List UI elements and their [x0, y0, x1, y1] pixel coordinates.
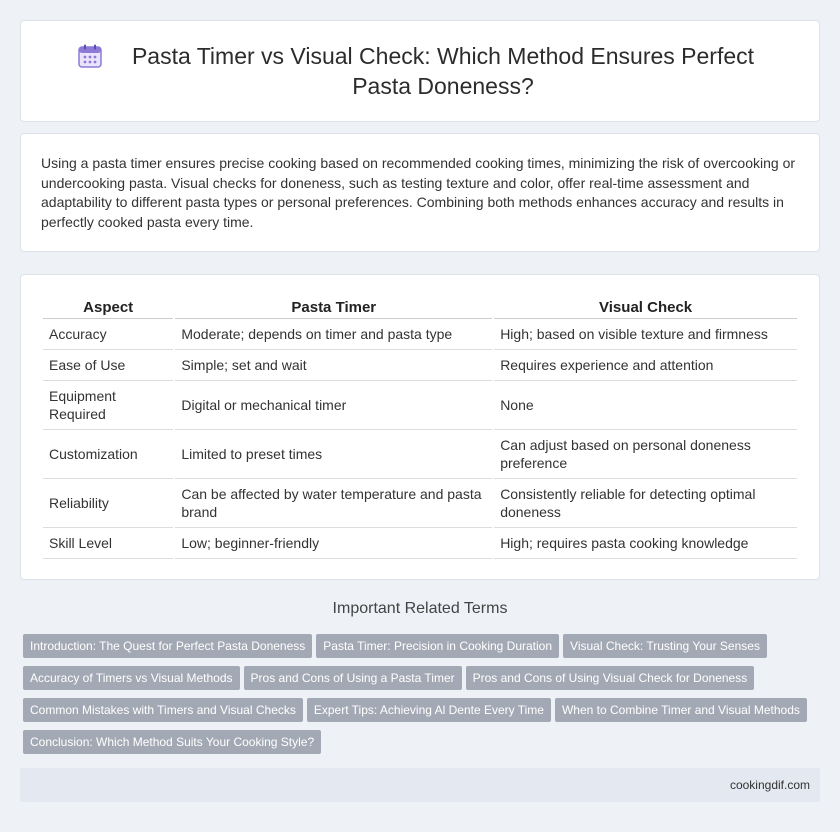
- footer: [20, 768, 820, 802]
- comparison-table: [41, 295, 799, 559]
- visual-check-cell: Requires experience and attention: [494, 350, 797, 381]
- aspect-cell: Accuracy: [43, 319, 173, 350]
- related-term-tag[interactable]: Pros and Cons of Using Visual Check for Doneness: [466, 666, 755, 690]
- aspect-cell: Reliability: [43, 479, 173, 528]
- related-term-tag[interactable]: Common Mistakes with Timers and Visual Checks: [23, 698, 303, 722]
- table-row: [43, 479, 797, 528]
- table-row: [43, 381, 797, 430]
- calendar-icon: [77, 43, 103, 69]
- related-term-tag[interactable]: Pasta Timer: Precision in Cooking Duration: [316, 634, 559, 658]
- header-aspect: Aspect: [43, 295, 173, 319]
- pasta-timer-cell: Can be affected by water temperature and pasta brand: [175, 479, 492, 528]
- intro-paragraph: Using a pasta timer ensures precise cooking based on recommended cooking times, minimizing the risk of overcooking or undercooking pasta. Visual checks for doneness, such as testing texture and color, offer real-time assessment and adaptability to different pasta types or personal preferences. Combining both methods enhances accuracy and results in perfectly cooked pasta every time.: [41, 155, 796, 230]
- related-terms-heading: Important Related Terms: [332, 600, 508, 617]
- table-row: [43, 319, 797, 350]
- related-terms-list: [23, 634, 823, 762]
- visual-check-cell: Can adjust based on personal doneness preference: [494, 430, 797, 479]
- header-pasta-timer: Pasta Timer: [175, 295, 492, 319]
- pasta-timer-cell: Low; beginner-friendly: [175, 528, 492, 559]
- table-row: [43, 430, 797, 479]
- visual-check-cell: High; requires pasta cooking knowledge: [494, 528, 797, 559]
- aspect-cell: Customization: [43, 430, 173, 479]
- table-row: [43, 528, 797, 559]
- visual-check-cell: Consistently reliable for detecting optimal doneness: [494, 479, 797, 528]
- visual-check-cell: None: [494, 381, 797, 430]
- related-term-tag[interactable]: Accuracy of Timers vs Visual Methods: [23, 666, 240, 690]
- visual-check-cell: High; based on visible texture and firmness: [494, 319, 797, 350]
- aspect-cell: Ease of Use: [43, 350, 173, 381]
- related-term-tag[interactable]: When to Combine Timer and Visual Methods: [555, 698, 807, 722]
- pasta-timer-cell: Moderate; depends on timer and pasta type: [175, 319, 492, 350]
- related-term-tag[interactable]: Expert Tips: Achieving Al Dente Every Time: [307, 698, 551, 722]
- related-term-tag[interactable]: Conclusion: Which Method Suits Your Cooking Style?: [23, 730, 321, 754]
- page-title: Pasta Timer vs Visual Check: Which Method Ensures Perfect Pasta Doneness?: [131, 43, 755, 99]
- pasta-timer-cell: Simple; set and wait: [175, 350, 492, 381]
- aspect-cell: Equipment Required: [43, 381, 173, 430]
- comparison-card: [20, 274, 820, 580]
- related-term-tag[interactable]: Pros and Cons of Using a Pasta Timer: [244, 666, 462, 690]
- title-card: [20, 20, 820, 122]
- table-row: [43, 350, 797, 381]
- intro-card: [20, 133, 820, 252]
- pasta-timer-cell: Limited to preset times: [175, 430, 492, 479]
- related-term-tag[interactable]: Introduction: The Quest for Perfect Pasta Doneness: [23, 634, 312, 658]
- table-header-row: [43, 295, 797, 319]
- footer-site-link[interactable]: cookingdif.com: [729, 778, 810, 792]
- related-term-tag[interactable]: Visual Check: Trusting Your Senses: [563, 634, 767, 658]
- header-visual-check: Visual Check: [494, 295, 797, 319]
- pasta-timer-cell: Digital or mechanical timer: [175, 381, 492, 430]
- aspect-cell: Skill Level: [43, 528, 173, 559]
